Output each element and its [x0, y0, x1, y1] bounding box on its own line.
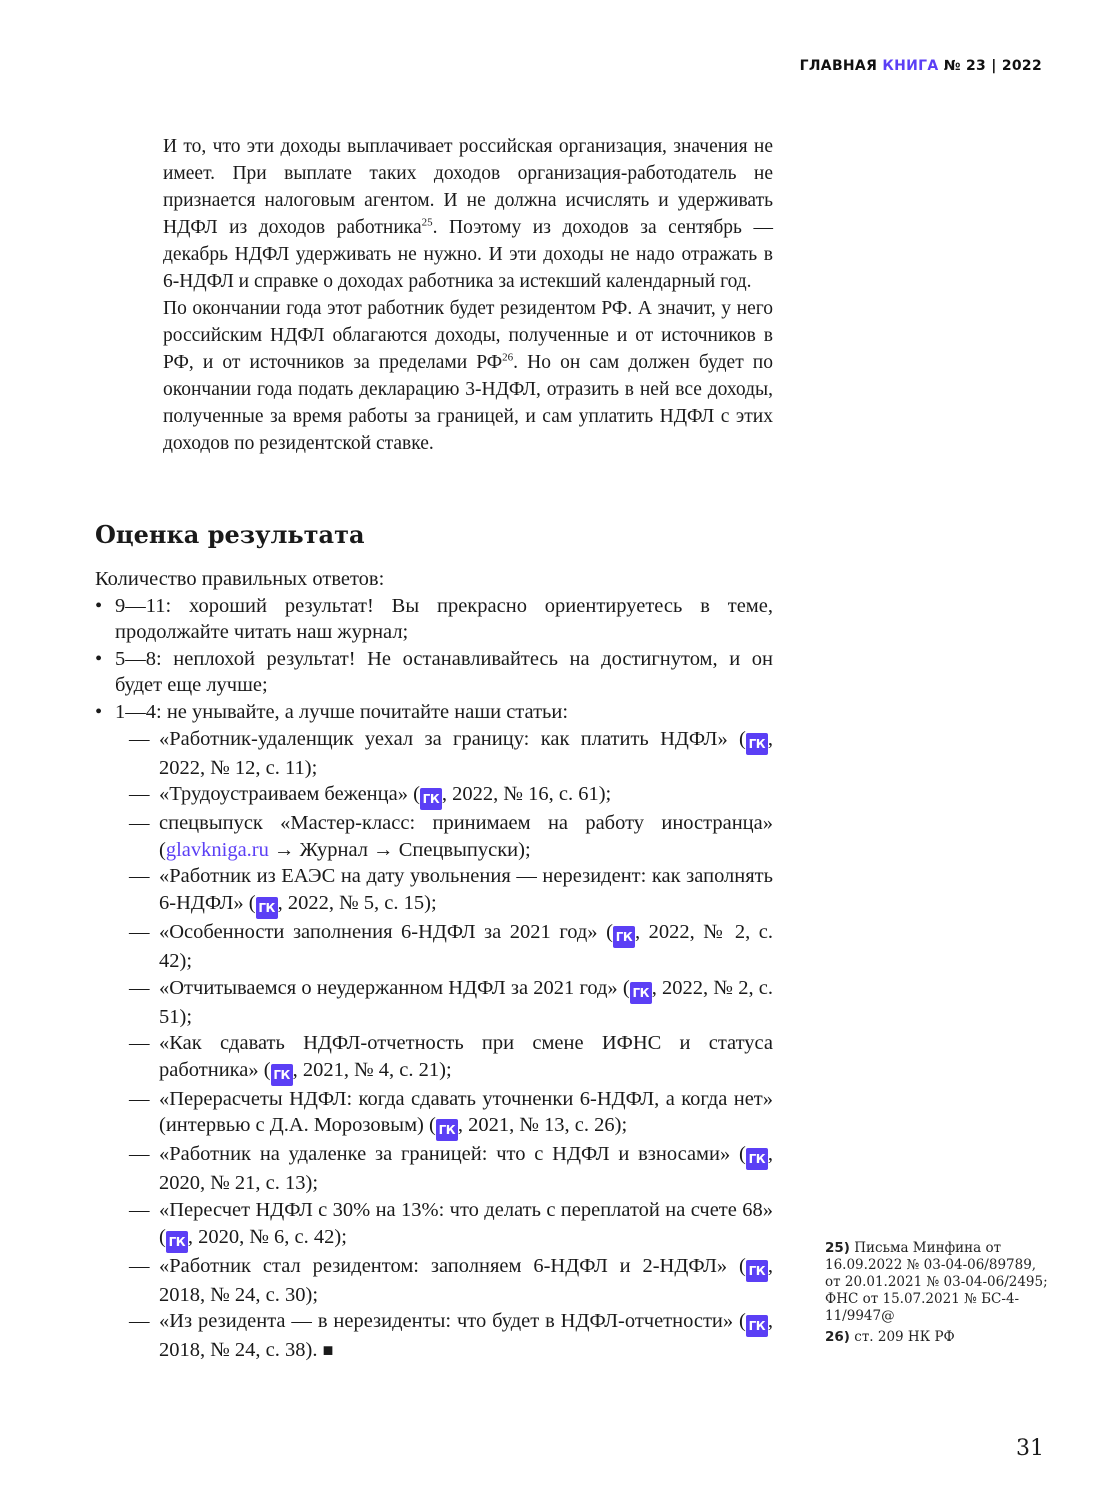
- gk-logo-icon: ГК: [420, 788, 442, 810]
- gk-logo-icon: ГК: [613, 926, 635, 948]
- score-item: • 1—4: не унывайте, а лучше почитайте наши статьи: — «Работник-удаленщик уехал за границу: как платить НДФЛ» ( ГК , 2022, № 12, с. 11); — «Трудоустраиваем беженца» ( ГК , 2022, № 16, с. 61); — спецвыпуск «Мастер-класс: принимаем на работу иностранца» (glavkniga.ru → Журнал → Спецвыпуски); — «Работник из ЕАЭС на дату увольнения — нерезидент: как заполнять 6-НДФЛ» ( ГК , 2022, № 5, с. 15); — «Особенности заполнения 6-НДФЛ за 2021 год» ( ГК , 2022, № 2, с. 42); — «Отчитываемся о неудержанном НДФЛ за 2021 год» ( ГК , 2022, № 2, с. 51); — «Как сдавать НДФЛ-отчетность при смене ИФНС и статуса работника» ( ГК , 2021, № 4, с. 21); — «Перерасчеты НДФЛ: когда сдавать уточненки 6-НДФЛ, а когда нет» (интервью с Д.А. Морозовым) ( ГК , 2021, № 13, с. 26); — «Работник на удаленке за границей: что с НДФЛ и взносами» ( ГК , 2020, № 21, с. 13); — «Пересчет НДФЛ с 30% на 13%: что делать с переплатой на счете 68» ( ГК , 2020, № 6, с. 42); — «Работник стал резидентом: заполняем 6-НДФЛ и 2-НДФЛ» ( ГК , 2018, № 24, с. 30); — «Из резидента — в нерезиденты: что будет в НДФЛ-отчетности» ( ГК , 2018, № 24, с. 38). ■: [95, 699, 773, 1364]
- glavkniga-link[interactable]: glavkniga.ru: [165, 838, 269, 861]
- intro-paragraph-2: По окончании года этот работник будет резидентом РФ. А значит, у него российским НДФЛ облагаются доходы, полученные и от источников в РФ, и от источников за пределами РФ$^{26}$. Но он сам должен будет по окончании года подать декларацию 3-НДФЛ, отразить в ней все доходы, полученные за время работы за границей, и сам уплатить НДФЛ с этих доходов по резидентской ставке.: [163, 298, 773, 454]
- footnote-25: 25) Письма Минфина от 16.09.2022 № 03-04-06/89789, от 20.01.2021 № 03-04-06/2495; ФНС от 15.07.2021 № БС-4-11/9947@: [825, 1240, 1048, 1324]
- intro-text: [163, 133, 773, 457]
- article-list: [115, 726, 773, 1364]
- article-item: — «Трудоустраиваем беженца» ( ГК , 2022, № 16, с. 61);: [115, 781, 773, 810]
- results-section: [95, 566, 773, 1364]
- gk-logo-icon: ГК: [746, 1315, 768, 1337]
- end-mark-icon: ■: [322, 1340, 334, 1361]
- score-item: • 5—8: неплохой результат! Не останавливайтесь на достигнутом, и он будет еще лучше;: [95, 646, 773, 699]
- footnote-ref-26[interactable]: 26: [502, 351, 514, 364]
- footnotes: [825, 1240, 1055, 1350]
- footnote-ref-25[interactable]: 25: [421, 216, 433, 229]
- article-item: — «Как сдавать НДФЛ-отчетность при смене ИФНС и статуса работника» ( ГК , 2021, № 4, с. 21);: [115, 1030, 773, 1086]
- article-item: — спецвыпуск «Мастер-класс: принимаем на работу иностранца» (glavkniga.ru → Журнал → Спецвыпуски);: [115, 810, 773, 863]
- article-item: — «Работник-удаленщик уехал за границу: как платить НДФЛ» ( ГК , 2022, № 12, с. 11);: [115, 726, 773, 782]
- gk-logo-icon: ГК: [271, 1064, 293, 1086]
- issue-number: № 23 | 2022: [943, 58, 1042, 74]
- footnote-26: 26) ст. 209 НК РФ: [825, 1329, 955, 1345]
- gk-logo-icon: ГК: [746, 1148, 768, 1170]
- gk-logo-icon: ГК: [746, 733, 768, 755]
- article-item: — «Работник из ЕАЭС на дату увольнения — нерезидент: как заполнять 6-НДФЛ» ( ГК , 2022, № 5, с. 15);: [115, 863, 773, 919]
- article-item: — «Особенности заполнения 6-НДФЛ за 2021 год» ( ГК , 2022, № 2, с. 42);: [115, 919, 773, 975]
- score-item: • 9—11: хороший результат! Вы прекрасно ориентируетесь в теме, продолжайте читать наш журнал;: [95, 593, 773, 646]
- brand-glavnaya: ГЛАВНАЯ: [799, 58, 878, 74]
- score-list: [95, 593, 773, 1364]
- page-number: 31: [1016, 1436, 1044, 1461]
- gk-logo-icon: ГК: [436, 1119, 458, 1141]
- article-item: — «Пересчет НДФЛ с 30% на 13%: что делать с переплатой на счете 68» ( ГК , 2020, № 6, с. 42);: [115, 1197, 773, 1253]
- gk-logo-icon: ГК: [746, 1260, 768, 1282]
- intro-paragraph-1: И то, что эти доходы выплачивает российская организация, значения не имеет. При выплате таких доходов организация-работодатель не признается налоговым агентом. И не должна исчислять и удерживать НДФЛ из доходов работника$^{25}$. Поэтому из доходов за сентябрь — декабрь НДФЛ удерживать не нужно. И эти доходы не надо отражать в 6-НДФЛ и справке о доходах работника за истекший календарный год.: [163, 136, 773, 292]
- article-item: — «Из резидента — в нерезиденты: что будет в НДФЛ-отчетности» ( ГК , 2018, № 24, с. 38). ■: [115, 1308, 773, 1364]
- gk-logo-icon: ГК: [256, 897, 278, 919]
- article-item: — «Работник на удаленке за границей: что с НДФЛ и взносами» ( ГК , 2020, № 21, с. 13);: [115, 1141, 773, 1197]
- magazine-header: [800, 58, 1042, 74]
- article-item: — «Отчитываемся о неудержанном НДФЛ за 2021 год» ( ГК , 2022, № 2, с. 51);: [115, 975, 773, 1031]
- results-lead: Количество правильных ответов:: [95, 568, 385, 590]
- article-item: — «Работник стал резидентом: заполняем 6-НДФЛ и 2-НДФЛ» ( ГК , 2018, № 24, с. 30);: [115, 1253, 773, 1309]
- gk-logo-icon: ГК: [630, 982, 652, 1004]
- gk-logo-icon: ГК: [166, 1231, 188, 1253]
- section-title: Оценка результата: [95, 520, 365, 549]
- article-item: — «Перерасчеты НДФЛ: когда сдавать уточненки 6-НДФЛ, а когда нет» (интервью с Д.А. Морозовым) ( ГК , 2021, № 13, с. 26);: [115, 1086, 773, 1142]
- brand-kniga: КНИГА: [882, 58, 939, 74]
